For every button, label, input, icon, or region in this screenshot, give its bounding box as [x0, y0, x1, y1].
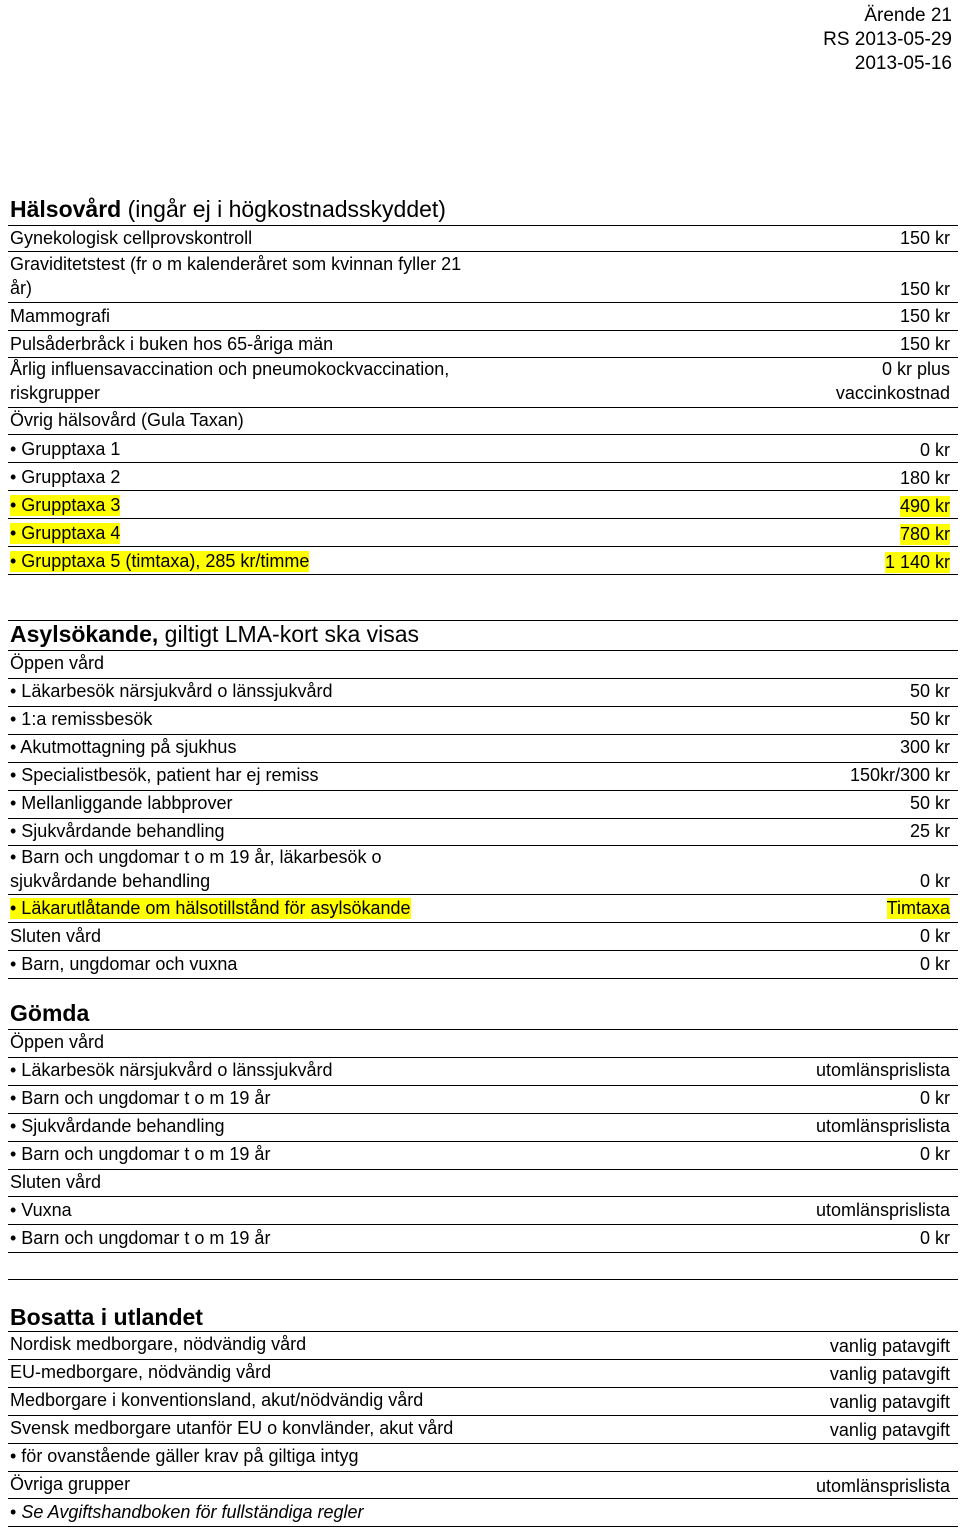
section-title-row: [8, 621, 958, 651]
table-row: • för ovanstående gäller krav på giltiga intyg: [8, 1444, 958, 1472]
table-row-highlighted: • Grupptaxa 3 490 kr: [8, 491, 958, 519]
table-row: • Sjukvårdande behandling utomlänsprislista: [8, 1114, 958, 1142]
table-row: Svensk medborgare utanför EU o konvländer, akut vård vanlig patavgift: [8, 1416, 958, 1444]
section-title: Bosatta i utlandet: [10, 1304, 203, 1330]
table-row-highlighted: • Läkarutlåtande om hälsotillstånd för asylsökande Timtaxa: [8, 895, 958, 923]
table-row: Medborgare i konventionsland, akut/nödvändig vård vanlig patavgift: [8, 1388, 958, 1416]
table-row: • 1:a remissbesök 50 kr: [8, 707, 958, 735]
table-row-highlighted: • Grupptaxa 4 780 kr: [8, 519, 958, 547]
section-halsovard: [8, 194, 958, 575]
table-row: • Barn och ungdomar t o m 19 år 0 kr: [8, 1086, 958, 1114]
table-row: Sluten vård: [8, 1170, 958, 1197]
table-row: Sluten vård 0 kr: [8, 923, 958, 951]
table-row: Nordisk medborgare, nödvändig vård vanlig patavgift: [8, 1332, 958, 1360]
table-row: Graviditetstest (fr o m kalenderåret som kvinnan fyller 21 år) 150 kr: [8, 252, 958, 303]
meeting-date: RS 2013-05-29: [823, 29, 952, 50]
table-row: • Se Avgiftshandboken för fullständiga regler: [8, 1499, 958, 1527]
case-number: Ärende 21: [864, 5, 952, 26]
table-row: • Läkarbesök närsjukvård o länssjukvård 50 kr: [8, 679, 958, 707]
table-row: Mammografi 150 kr: [8, 303, 958, 331]
table-row: • Barn och ungdomar t o m 19 år, läkarbesök o sjukvårdande behandling 0 kr: [8, 846, 958, 895]
section-title: Gömda: [10, 1000, 90, 1026]
section-asylsokande: [8, 621, 958, 979]
table-row: • Vuxna utomlänsprislista: [8, 1197, 958, 1225]
table-row: • Sjukvårdande behandling 25 kr: [8, 819, 958, 846]
table-row: Gynekologisk cellprovskontroll 150 kr: [8, 226, 958, 252]
table-row: • Grupptaxa 1 0 kr: [8, 435, 958, 463]
table-row: Öppen vård: [8, 651, 958, 679]
table-row: • Mellanliggande labbprover 50 kr: [8, 791, 958, 819]
table-row-highlighted: • Grupptaxa 5 (timtaxa), 285 kr/timme 1 140 kr: [8, 547, 958, 575]
table-row: • Läkarbesök närsjukvård o länssjukvård utomlänsprislista: [8, 1058, 958, 1086]
table-row: Övrig hälsovård (Gula Taxan): [8, 408, 958, 435]
table-row: Pulsåderbråck i buken hos 65-åriga män 150 kr: [8, 331, 958, 358]
table-row: Öppen vård: [8, 1030, 958, 1058]
document-header: [823, 4, 952, 76]
table-row: • Grupptaxa 2 180 kr: [8, 463, 958, 491]
section-title-row: [8, 998, 958, 1030]
table-row: • Specialistbesök, patient har ej remiss 150kr/300 kr: [8, 763, 958, 791]
table-row: Övriga grupper utomlänsprislista: [8, 1472, 958, 1499]
section-title-row: [8, 1302, 958, 1332]
section-bosatta-i-utlandet: [8, 1302, 958, 1527]
section-title: Hälsovård (ingår ej i högkostnadsskyddet): [10, 196, 446, 222]
table-row: Årlig influensavaccination och pneumokockvaccination, riskgrupper 0 kr plus vaccinkostnad: [8, 358, 958, 408]
divider: [8, 1279, 958, 1280]
table-row: • Barn och ungdomar t o m 19 år 0 kr: [8, 1142, 958, 1170]
table-row: • Barn och ungdomar t o m 19 år 0 kr: [8, 1225, 958, 1253]
table-row: • Barn, ungdomar och vuxna 0 kr: [8, 951, 958, 979]
section-title-row: [8, 194, 958, 226]
table-row: EU-medborgare, nödvändig vård vanlig patavgift: [8, 1360, 958, 1388]
section-title: Asylsökande, giltigt LMA-kort ska visas: [10, 621, 420, 647]
section-gomda: [8, 998, 958, 1253]
table-row: • Akutmottagning på sjukhus 300 kr: [8, 735, 958, 763]
document-date: 2013-05-16: [854, 53, 952, 74]
